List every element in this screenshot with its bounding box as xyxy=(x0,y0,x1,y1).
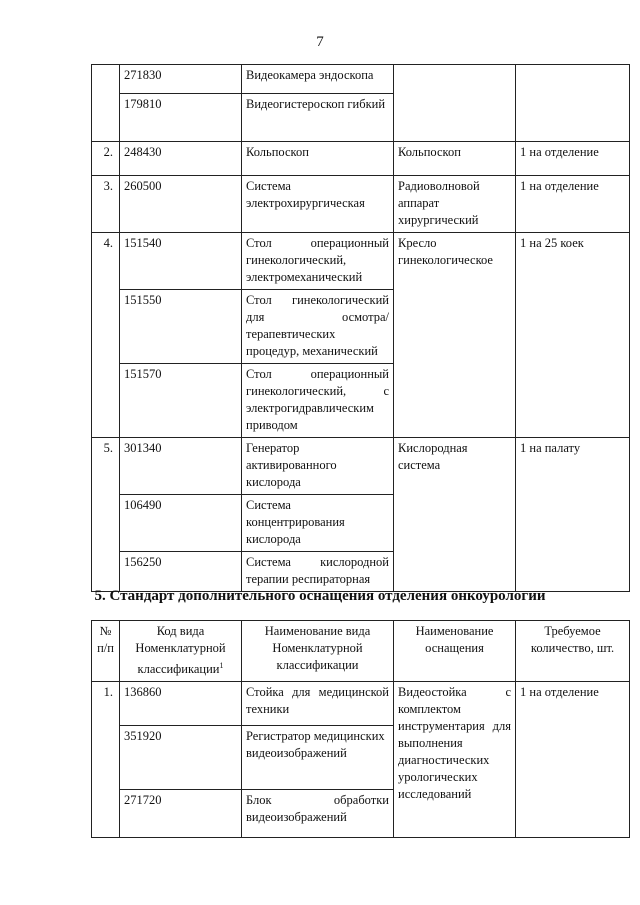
code-cell: 260500 xyxy=(120,176,242,233)
code-cell: 271720 xyxy=(120,790,242,838)
code-cell: 151570 xyxy=(120,364,242,438)
equipment-cell: Кресло гинекологическое xyxy=(394,233,516,438)
row-number: 2. xyxy=(92,142,120,176)
name-cell: Стол гинекологический для осмотра/терапевтических процедур, механический xyxy=(242,290,394,364)
page-number: 7 xyxy=(316,34,324,50)
name-cell: Блок обработки видеоизображений xyxy=(242,790,394,838)
quantity-cell xyxy=(516,65,630,142)
code-cell: 136860 xyxy=(120,682,242,726)
code-cell: 301340 xyxy=(120,438,242,495)
table-row xyxy=(92,65,630,94)
row-number: 1. xyxy=(92,682,120,838)
name-cell: Генератор активированного кислорода xyxy=(242,438,394,495)
code-cell: 106490 xyxy=(120,495,242,552)
name-cell: Система электрохирургическая xyxy=(242,176,394,233)
code-cell: 351920 xyxy=(120,726,242,790)
code-cell: 271830 xyxy=(120,65,242,94)
quantity-cell: 1 на отделение xyxy=(516,682,630,838)
code-cell: 156250 xyxy=(120,552,242,592)
table-row xyxy=(92,438,630,495)
quantity-cell: 1 на отделение xyxy=(516,176,630,233)
code-cell: 179810 xyxy=(120,94,242,142)
quantity-cell: 1 на отделение xyxy=(516,142,630,176)
name-cell: Стойка для медицинской техники xyxy=(242,682,394,726)
code-cell: 151550 xyxy=(120,290,242,364)
name-cell: Видеокамера эндоскопа xyxy=(242,65,394,94)
header-code xyxy=(120,621,242,682)
row-number: 4. xyxy=(92,233,120,438)
equipment-cell: Радиоволновой аппарат хирургический xyxy=(394,176,516,233)
name-cell: Стол операционный гинекологический, с электрогидравлическим приводом xyxy=(242,364,394,438)
name-cell: Стол операционный гинекологический, электромеханический xyxy=(242,233,394,290)
section-title: 5. Стандарт дополнительного оснащения отделения онкоурологии xyxy=(94,588,546,604)
table-row xyxy=(92,682,630,726)
name-cell: Видеогистероскоп гибкий xyxy=(242,94,394,142)
header-code-text: Код вида Номенклатурной классификации xyxy=(135,624,226,677)
table-row xyxy=(92,142,630,176)
table-row xyxy=(92,233,630,290)
equipment-cell: Кольпоскоп xyxy=(394,142,516,176)
name-cell: Регистратор медицинских видеоизображений xyxy=(242,726,394,790)
footnote-marker: 1 xyxy=(219,661,224,670)
code-cell: 151540 xyxy=(120,233,242,290)
equipment-cell: Видеостойка с комплектом инструментария для выполнения диагностических урологических исследований xyxy=(394,682,516,838)
equipment-table-oncourology xyxy=(91,620,630,838)
header-name: Наименование вида Номенклатурной классификации xyxy=(242,621,394,682)
header-equipment: Наименование оснащения xyxy=(394,621,516,682)
header-num: № п/п xyxy=(92,621,120,682)
equipment-cell xyxy=(394,65,516,142)
row-number: 5. xyxy=(92,438,120,592)
name-cell: Кольпоскоп xyxy=(242,142,394,176)
row-number xyxy=(92,65,120,142)
table-header-row xyxy=(92,621,630,682)
quantity-cell: 1 на палату xyxy=(516,438,630,592)
name-cell: Система концентрирования кислорода xyxy=(242,495,394,552)
quantity-cell: 1 на 25 коек xyxy=(516,233,630,438)
header-quantity: Требуемое количество, шт. xyxy=(516,621,630,682)
code-cell: 248430 xyxy=(120,142,242,176)
table-row xyxy=(92,176,630,233)
row-number: 3. xyxy=(92,176,120,233)
equipment-cell: Кислородная система xyxy=(394,438,516,592)
equipment-table-gynecology xyxy=(91,64,630,592)
name-cell: Система кислородной терапии респираторная xyxy=(242,552,394,592)
